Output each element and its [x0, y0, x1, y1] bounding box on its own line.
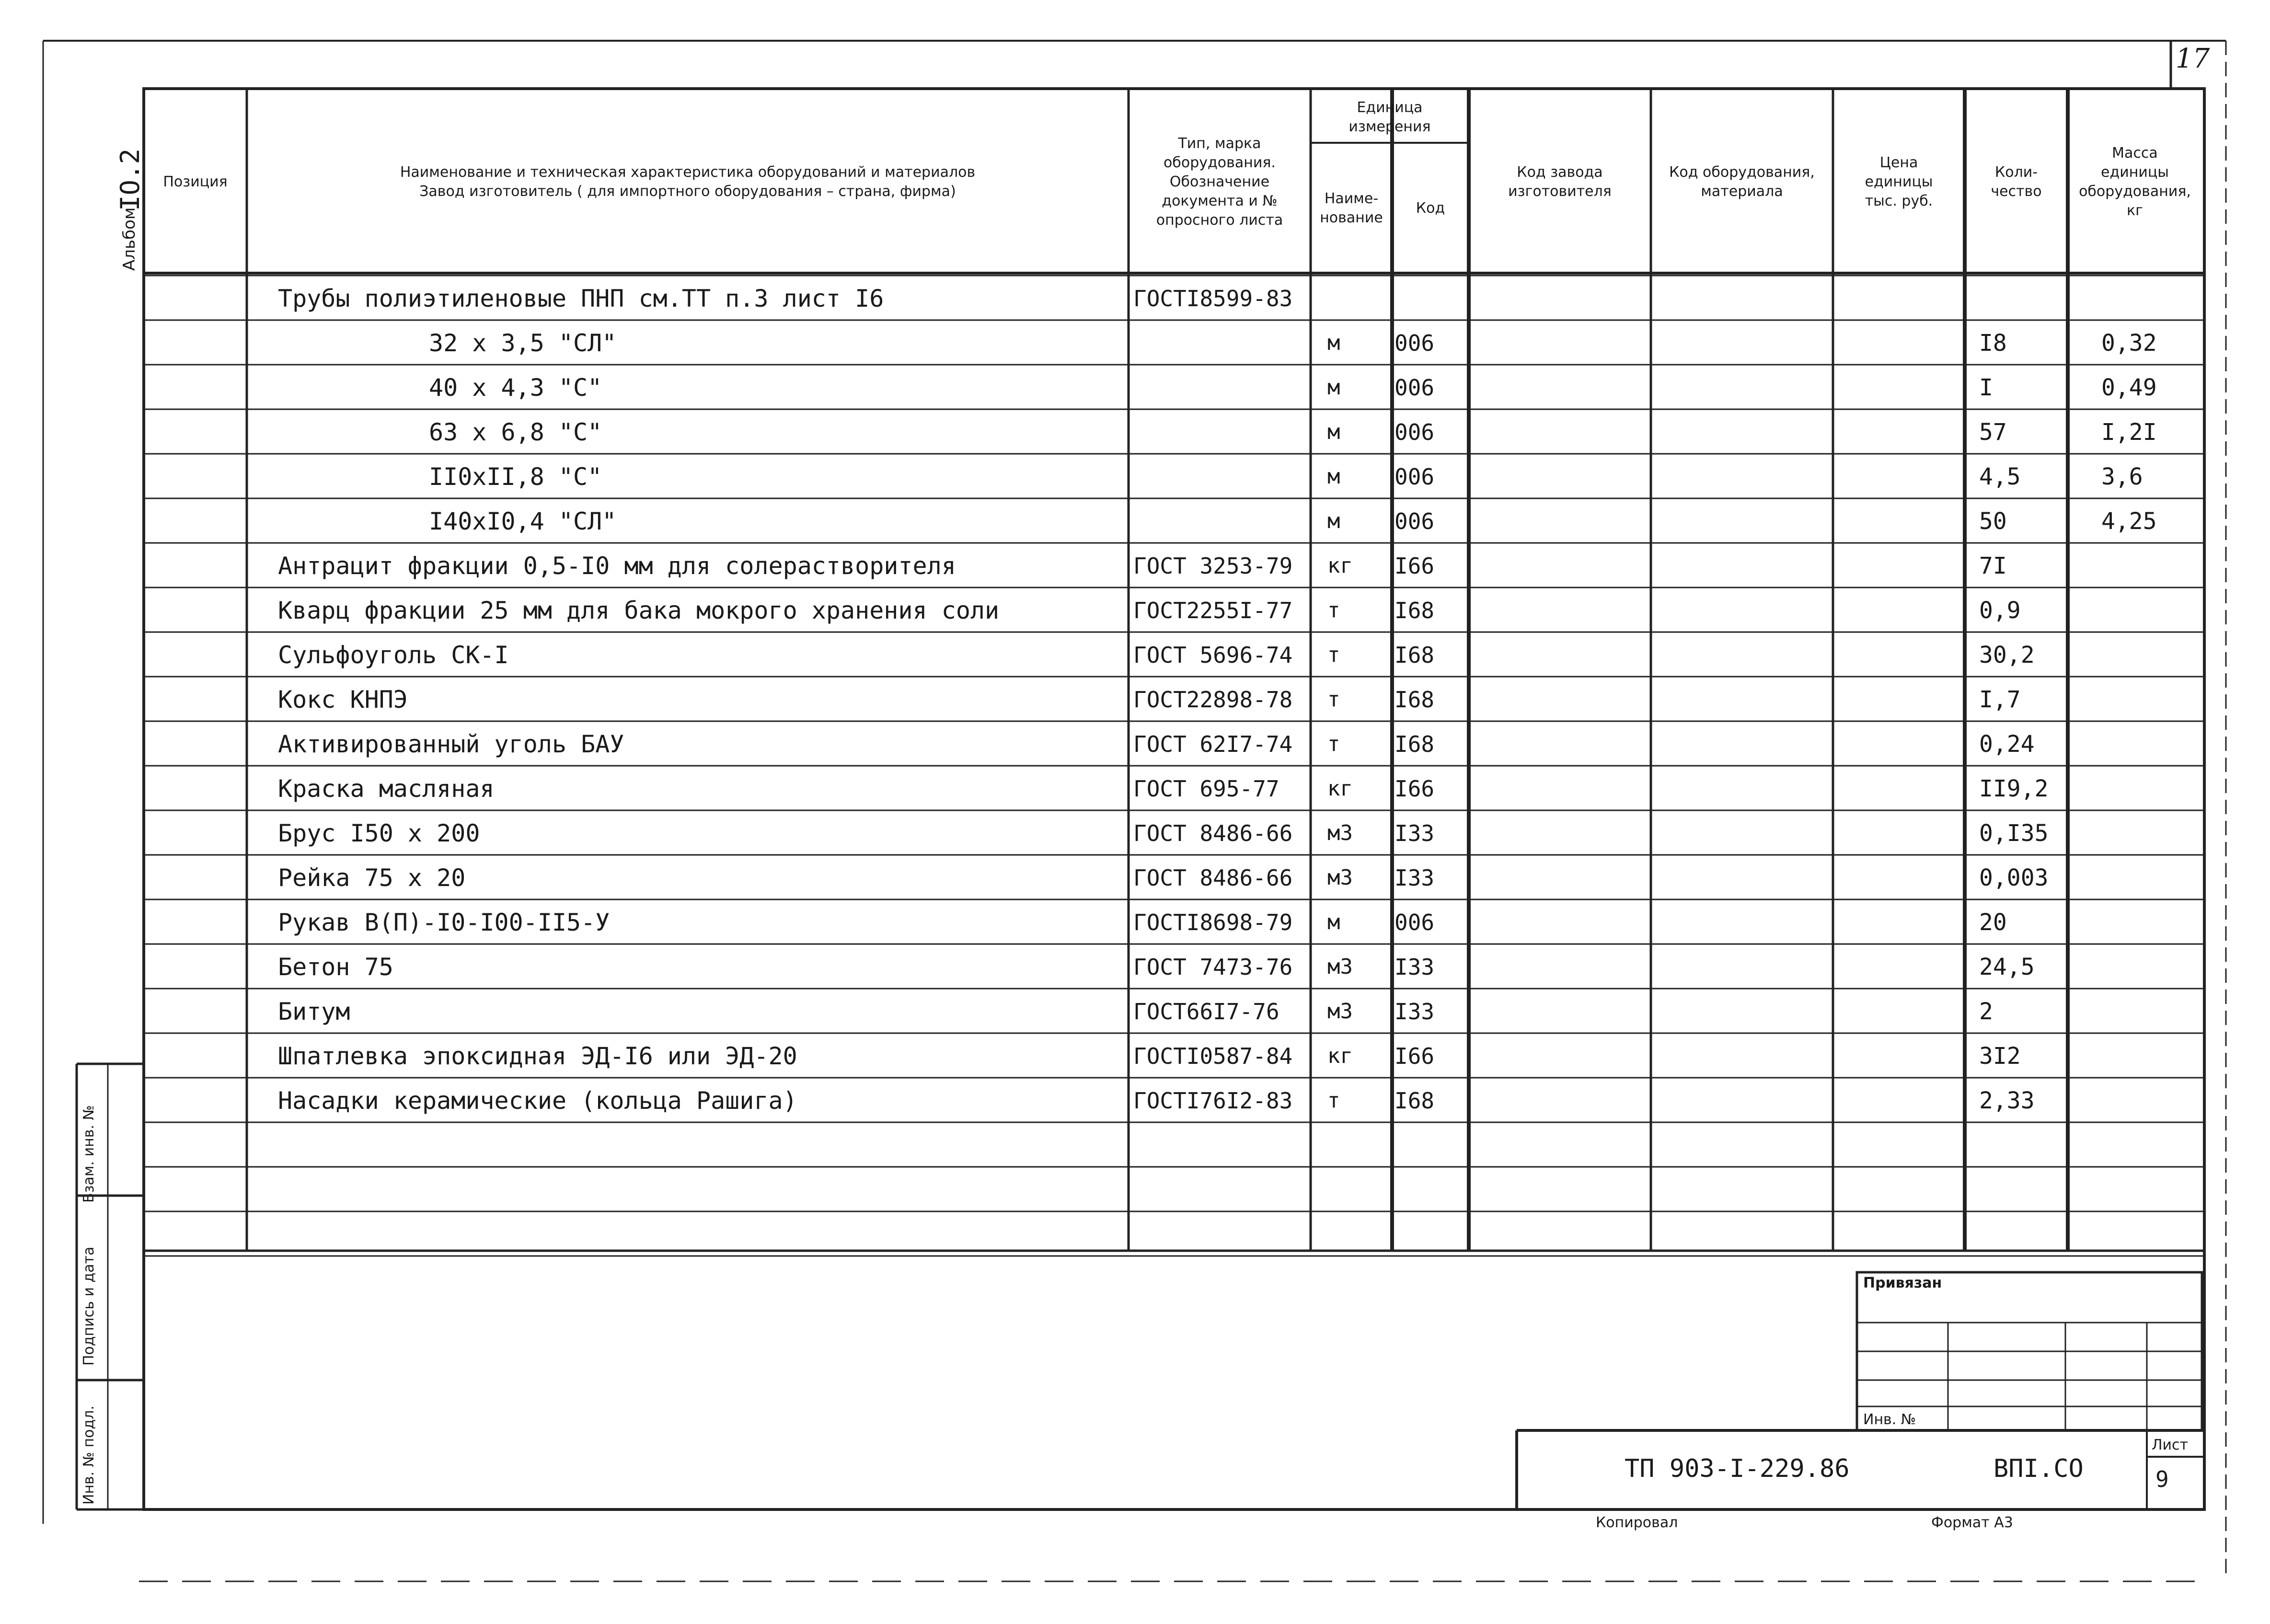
row-name: 63 х 6,8 "С"	[429, 418, 602, 446]
row-unit-code: I33	[1394, 954, 1435, 980]
row-unit-code: I66	[1394, 1043, 1435, 1069]
row-quantity: 0,I35	[1979, 820, 2049, 847]
row-unit-name: м	[1327, 910, 1340, 934]
stamp-signature-date: Подпись и дата	[81, 1246, 97, 1366]
row-type-mark: ГОСТI0587-84	[1133, 1043, 1293, 1069]
row-unit-code: I68	[1394, 687, 1435, 713]
row-unit-code: I68	[1394, 731, 1435, 757]
stamp-original-inv: Инв. № подл.	[81, 1405, 97, 1505]
row-type-mark: ГОСТ 7473-76	[1133, 954, 1293, 980]
row-unit-name: м	[1327, 331, 1340, 355]
sheet-mark: ВПI.СО	[1993, 1454, 2084, 1483]
row-quantity: 24,5	[1979, 954, 2035, 980]
album-value: IO.2	[115, 148, 145, 211]
document-code: ТП 903-I-229.86	[1625, 1454, 1850, 1483]
row-unit-code: I33	[1394, 865, 1435, 891]
row-name: Активированный уголь БАУ	[278, 730, 624, 758]
row-type-mark: ГОСТ 62I7-74	[1133, 731, 1293, 757]
row-quantity: 0,9	[1979, 597, 2021, 624]
row-name: II0хII,8 "С"	[429, 463, 602, 491]
row-unit-name: кг	[1327, 553, 1353, 578]
row-quantity: 7I	[1979, 553, 2007, 579]
row-quantity: I8	[1979, 330, 2007, 357]
row-unit-name: м3	[1327, 821, 1353, 845]
row-unit-name: м3	[1327, 999, 1353, 1024]
album-label: Альбом	[120, 207, 139, 271]
row-quantity: I,7	[1979, 686, 2021, 713]
sheet-number: 9	[2155, 1466, 2169, 1492]
row-unit-name: т	[1327, 687, 1340, 712]
row-quantity: 30,2	[1979, 642, 2035, 668]
row-name: Краска масляная	[278, 775, 495, 803]
row-unit-code: 006	[1394, 375, 1435, 401]
row-quantity: 57	[1979, 419, 2007, 446]
sheet-label: Лист	[2152, 1437, 2189, 1453]
row-name: Рукав В(П)-I0-I00-II5-У	[278, 909, 610, 936]
row-type-mark: ГОСТ22898-78	[1133, 687, 1293, 713]
row-name: Сульфоуголь СК-I	[278, 641, 509, 669]
row-name: I40хI0,4 "СЛ"	[429, 507, 617, 535]
header-unit-code: Код	[1416, 200, 1445, 217]
format-label: Формат А3	[1931, 1514, 2013, 1531]
row-quantity: 4,5	[1979, 463, 2021, 490]
row-unit-name: кг	[1327, 1044, 1353, 1068]
row-quantity: II9,2	[1979, 775, 2049, 802]
row-type-mark: ГОСТ2255I-77	[1133, 598, 1293, 623]
row-name: Антрацит фракции 0,5-I0 мм для солерастворителя	[278, 552, 956, 580]
row-type-mark: ГОСТ66I7-76	[1133, 999, 1279, 1025]
row-unit-code: I33	[1394, 820, 1435, 846]
row-quantity: 3I2	[1979, 1043, 2021, 1070]
header-unit-name: Наиме- нование	[1320, 190, 1383, 226]
row-name: Шпатлевка эпоксидная ЭД-I6 или ЭД-20	[278, 1042, 797, 1070]
row-mass: 3,6	[2101, 463, 2143, 490]
row-type-mark: ГОСТ 8486-66	[1133, 820, 1293, 846]
row-unit-name: кг	[1327, 776, 1353, 801]
row-type-mark: ГОСТ 695-77	[1133, 776, 1279, 802]
row-unit-code: 006	[1394, 910, 1435, 935]
copied-by-label: Копировал	[1596, 1514, 1678, 1531]
header-mass: Масса единицы оборудования, кг	[2079, 145, 2191, 219]
row-name: 40 х 4,3 "С"	[429, 374, 602, 402]
row-type-mark: ГОСТI8698-79	[1133, 910, 1293, 935]
row-unit-code: I33	[1394, 999, 1435, 1025]
header-plant-code: Код завода изготовителя	[1508, 164, 1612, 200]
row-name: Брус I50 х 200	[278, 819, 480, 847]
row-unit-name: т	[1327, 1088, 1340, 1113]
row-mass: 4,25	[2101, 508, 2157, 535]
row-unit-name: м3	[1327, 865, 1353, 890]
row-unit-name: т	[1327, 643, 1340, 667]
row-name: Кокс КНПЭ	[278, 686, 408, 714]
header-price: Цена единицы тыс. руб.	[1865, 154, 1933, 209]
row-type-mark: ГОСТ 8486-66	[1133, 865, 1293, 891]
header-unit-group: Единица измерения	[1348, 99, 1431, 135]
row-mass: 0,32	[2101, 330, 2157, 357]
header-type-mark: Тип, марка оборудования. Обозначение документа и № опросного листа	[1156, 135, 1283, 229]
row-name: Кварц фракции 25 мм для бака мокрого хранения соли	[278, 597, 1000, 624]
row-mass: I,2I	[2101, 419, 2157, 446]
stamp-replaced-inv: Взам. инв. №	[81, 1105, 97, 1203]
row-name: Рейка 75 х 20	[278, 864, 466, 892]
row-unit-code: 006	[1394, 419, 1435, 445]
row-unit-code: I68	[1394, 642, 1435, 668]
row-unit-name: м	[1327, 509, 1340, 533]
row-unit-name: т	[1327, 598, 1340, 622]
row-name: Бетон 75	[278, 953, 393, 981]
row-unit-name: м	[1327, 420, 1340, 444]
row-unit-name: м3	[1327, 955, 1353, 979]
row-quantity: 0,003	[1979, 864, 2049, 891]
row-unit-code: 006	[1394, 464, 1435, 490]
header-name: Наименование и техническая характеристика оборудований и материалов Завод изготовитель ( для импортного оборудования – страна, фирма)	[400, 164, 976, 200]
row-unit-name: м	[1327, 464, 1340, 489]
inv-number-label: Инв. №	[1863, 1411, 1916, 1428]
sheet-corner-number: 17	[2176, 43, 2210, 74]
row-quantity: 20	[1979, 909, 2007, 936]
row-quantity: I	[1979, 374, 1993, 401]
header-position: Позиция	[163, 173, 228, 190]
row-unit-code: I68	[1394, 598, 1435, 623]
row-unit-name: м	[1327, 375, 1340, 400]
row-unit-code: I66	[1394, 776, 1435, 802]
row-name: 32 х 3,5 "СЛ"	[429, 329, 617, 357]
row-type-mark: ГОСТI8599-83	[1133, 286, 1293, 311]
row-unit-name: т	[1327, 732, 1340, 756]
row-unit-code: 006	[1394, 330, 1435, 356]
row-type-mark: ГОСТ 3253-79	[1133, 553, 1293, 579]
row-type-mark: ГОСТI76I2-83	[1133, 1088, 1293, 1114]
bound-label: Привязан	[1863, 1275, 1942, 1291]
row-unit-code: 006	[1394, 508, 1435, 534]
row-mass: 0,49	[2101, 374, 2157, 401]
header-equipment-code: Код оборудования, материала	[1669, 164, 1815, 200]
row-quantity: 0,24	[1979, 731, 2035, 758]
row-quantity: 2,33	[1979, 1087, 2035, 1114]
header-quantity: Коли- чество	[1991, 164, 2042, 200]
row-unit-code: I66	[1394, 553, 1435, 579]
row-quantity: 50	[1979, 508, 2007, 535]
row-name: Трубы полиэтиленовые ПНП см.ТТ п.3 лист I6	[278, 285, 884, 312]
row-quantity: 2	[1979, 998, 1993, 1025]
row-type-mark: ГОСТ 5696-74	[1133, 642, 1293, 668]
row-unit-code: I68	[1394, 1088, 1435, 1114]
row-name: Насадки керамические (кольца Рашига)	[278, 1087, 797, 1115]
row-name: Битум	[278, 998, 350, 1025]
